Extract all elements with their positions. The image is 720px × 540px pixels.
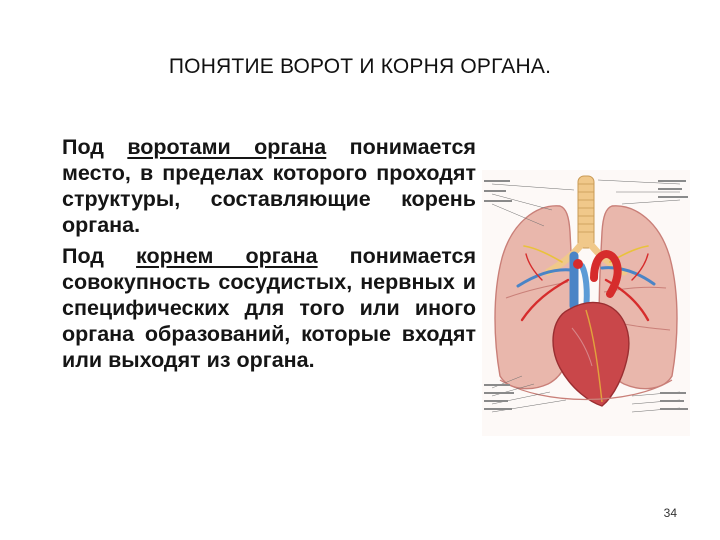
page-number: 34	[663, 506, 677, 520]
lungs-heart-illustration	[482, 170, 690, 436]
paragraph-prefix: Под	[62, 244, 137, 268]
paragraph-definition: понимается место, в пределах которого проходят структуры, составляющие корень органа.	[62, 135, 476, 237]
slide-title: ПОНЯТИЕ ВОРОТ И КОРНЯ ОРГАНА.	[168, 55, 552, 78]
paragraph-root-definition	[62, 243, 476, 373]
term-root: корнем органа	[136, 244, 318, 268]
definition-text-block	[62, 134, 476, 373]
term-gates: воротами органа	[127, 135, 327, 159]
paragraph-prefix: Под	[62, 135, 128, 159]
anatomy-drawing	[482, 170, 690, 436]
paragraph-definition: понимается совокупность сосудистых, нервных и специфических для того или иного органа образований, которые входят или выходят из органа.	[62, 244, 476, 372]
paragraph-gates-definition	[62, 134, 476, 238]
